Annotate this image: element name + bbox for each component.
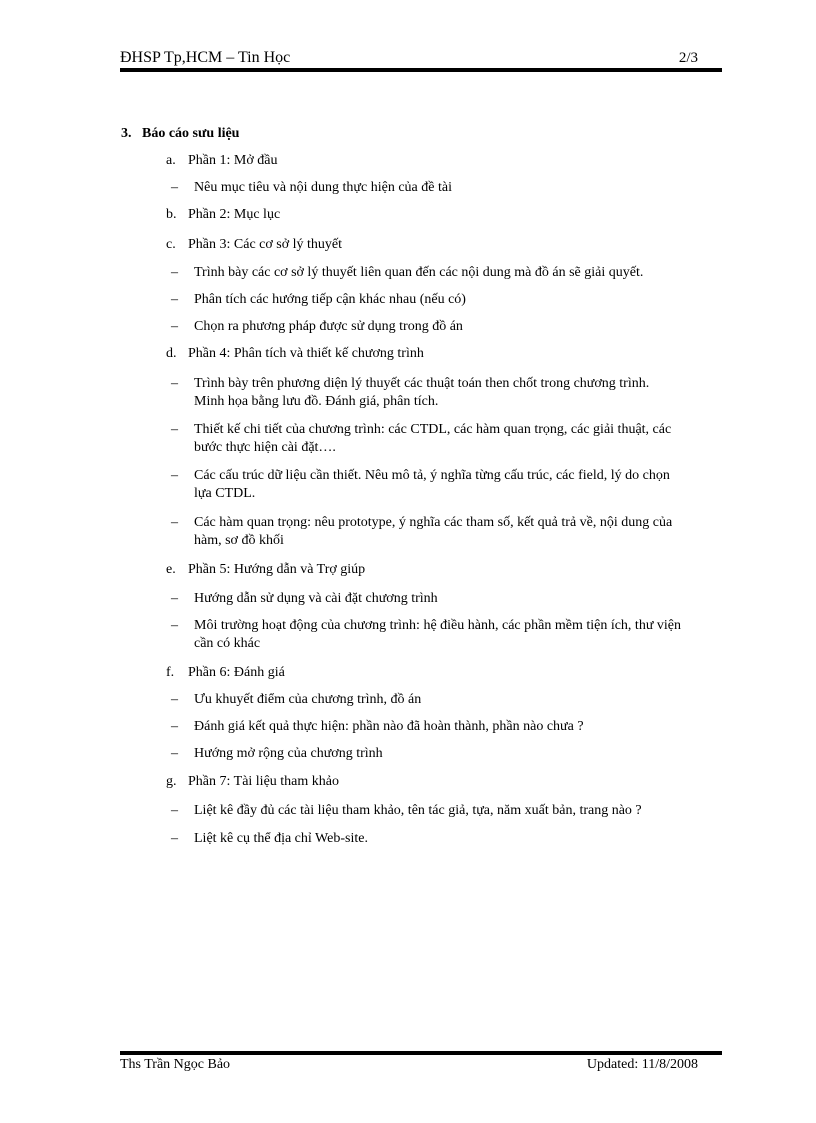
bullet-dash: – [171, 319, 178, 334]
bullet-dash: – [171, 803, 178, 818]
bullet-item [194, 590, 714, 608]
subsection-marker: a. [166, 153, 176, 168]
subsection-label: Phần 6: Đánh giá [188, 665, 285, 680]
bullet-item-line: Liệt kê cụ thể địa chỉ Web-site. [194, 831, 368, 846]
bullet-item-line: Trình bày trên phương diện lý thuyết các thuật toán then chốt trong chương trình. [194, 376, 650, 391]
footer-author: Ths Trần Ngọc Bảo [120, 1057, 231, 1072]
subsection-label: Phần 5: Hướng dẫn và Trợ giúp [188, 562, 366, 577]
bullet-dash: – [171, 422, 178, 437]
subsection-heading [166, 561, 365, 579]
bullet-dash: – [171, 831, 178, 846]
bullet-item-line: Chọn ra phương pháp được sử dụng trong đồ án [194, 319, 463, 334]
bullet-item-line: Đánh giá kết quả thực hiện: phần nào đã hoàn thành, phần nào chưa ? [194, 719, 584, 734]
subsection-label: Phần 4: Phân tích và thiết kế chương trình [188, 346, 424, 361]
subsection-heading [166, 152, 277, 170]
bullet-dash: – [171, 180, 178, 195]
subsection-marker: e. [166, 562, 176, 577]
bullet-item-line: Các hàm quan trọng: nêu prototype, ý nghĩa các tham số, kết quả trả về, nội dung của [194, 515, 673, 530]
section-heading [121, 125, 239, 143]
bullet-item-line: Ưu khuyết điểm của chương trình, đồ án [194, 692, 422, 707]
bullet-item-line: Minh họa bằng lưu đồ. Đánh giá, phân tích. [194, 394, 439, 409]
section-number: 3. [121, 126, 132, 141]
bullet-item [194, 718, 714, 736]
header-title: ĐHSP Tp,HCM – Tin Học [120, 49, 291, 66]
bullet-dash: – [171, 515, 178, 530]
subsection-label: Phần 1: Mở đầu [188, 153, 278, 168]
subsection-heading [166, 345, 424, 363]
bullet-item [194, 802, 714, 820]
bullet-item [194, 264, 714, 282]
bullet-item-line: Hướng mở rộng của chương trình [194, 746, 383, 761]
bullet-dash: – [171, 692, 178, 707]
subsection-heading [166, 664, 285, 682]
page-header [120, 48, 698, 68]
bullet-item-line: Trình bày các cơ sở lý thuyết liên quan đến các nội dung mà đồ án sẽ giải quyết. [194, 265, 644, 280]
subsection-heading [166, 206, 280, 224]
page-number: 2/3 [678, 50, 698, 66]
bullet-dash: – [171, 719, 178, 734]
subsection-heading [166, 773, 339, 791]
bullet-dash: – [171, 292, 178, 307]
bullet-dash: – [171, 468, 178, 483]
subsection-marker: g. [166, 774, 177, 789]
bullet-item [194, 318, 714, 336]
bullet-item [194, 514, 714, 550]
bullet-item-line: Môi trường hoạt động của chương trình: hệ điều hành, các phần mềm tiện ích, thư viện [194, 618, 682, 633]
bullet-item [194, 617, 714, 653]
bullet-item [194, 291, 714, 309]
section-title: Báo cáo sưu liệu [142, 126, 240, 141]
bullet-item-line: bước thực hiện cài đặt…. [194, 440, 336, 455]
subsection-label: Phần 7: Tài liệu tham khảo [188, 774, 339, 789]
bullet-item [194, 467, 714, 503]
subsection-label: Phần 2: Mục lục [188, 207, 281, 222]
header-rule [120, 68, 722, 72]
bullet-dash: – [171, 265, 178, 280]
subsection-marker: c. [166, 237, 176, 252]
subsection-marker: b. [166, 207, 177, 222]
bullet-item-line: Các cấu trúc dữ liệu cần thiết. Nêu mô tả, ý nghĩa từng cấu trúc, các field, lý do chọn [194, 468, 670, 483]
bullet-item-line: Nêu mục tiêu và nội dung thực hiện của đề tài [194, 180, 452, 195]
bullet-dash: – [171, 746, 178, 761]
bullet-item-line: Hướng dẫn sử dụng và cài đặt chương trình [194, 591, 438, 606]
bullet-dash: – [171, 618, 178, 633]
bullet-dash: – [171, 376, 178, 391]
footer-rule [120, 1051, 722, 1055]
page-footer [120, 1056, 698, 1074]
bullet-item [194, 691, 714, 709]
bullet-item [194, 375, 714, 411]
bullet-item-line: hàm, sơ đồ khối [194, 533, 284, 548]
subsection-label: Phần 3: Các cơ sở lý thuyết [188, 237, 343, 252]
bullet-item [194, 830, 714, 848]
bullet-item-line: Phân tích các hướng tiếp cận khác nhau (nếu có) [194, 292, 466, 307]
bullet-item-line: Thiết kế chi tiết của chương trình: các CTDL, các hàm quan trọng, các giải thuật, các [194, 422, 672, 437]
bullet-item [194, 745, 714, 763]
subsection-marker: f. [166, 665, 175, 680]
bullet-item [194, 179, 714, 197]
subsection-marker: d. [166, 346, 177, 361]
bullet-item [194, 421, 714, 457]
footer-updated: Updated: 11/8/2008 [586, 1057, 698, 1072]
bullet-dash: – [171, 591, 178, 606]
bullet-item-line: cần có khác [194, 636, 261, 651]
bullet-item-line: Liệt kê đầy đủ các tài liệu tham khảo, tên tác giả, tựa, năm xuất bản, trang nào ? [194, 803, 642, 818]
bullet-item-line: lựa CTDL. [194, 486, 256, 501]
subsection-heading [166, 236, 342, 254]
